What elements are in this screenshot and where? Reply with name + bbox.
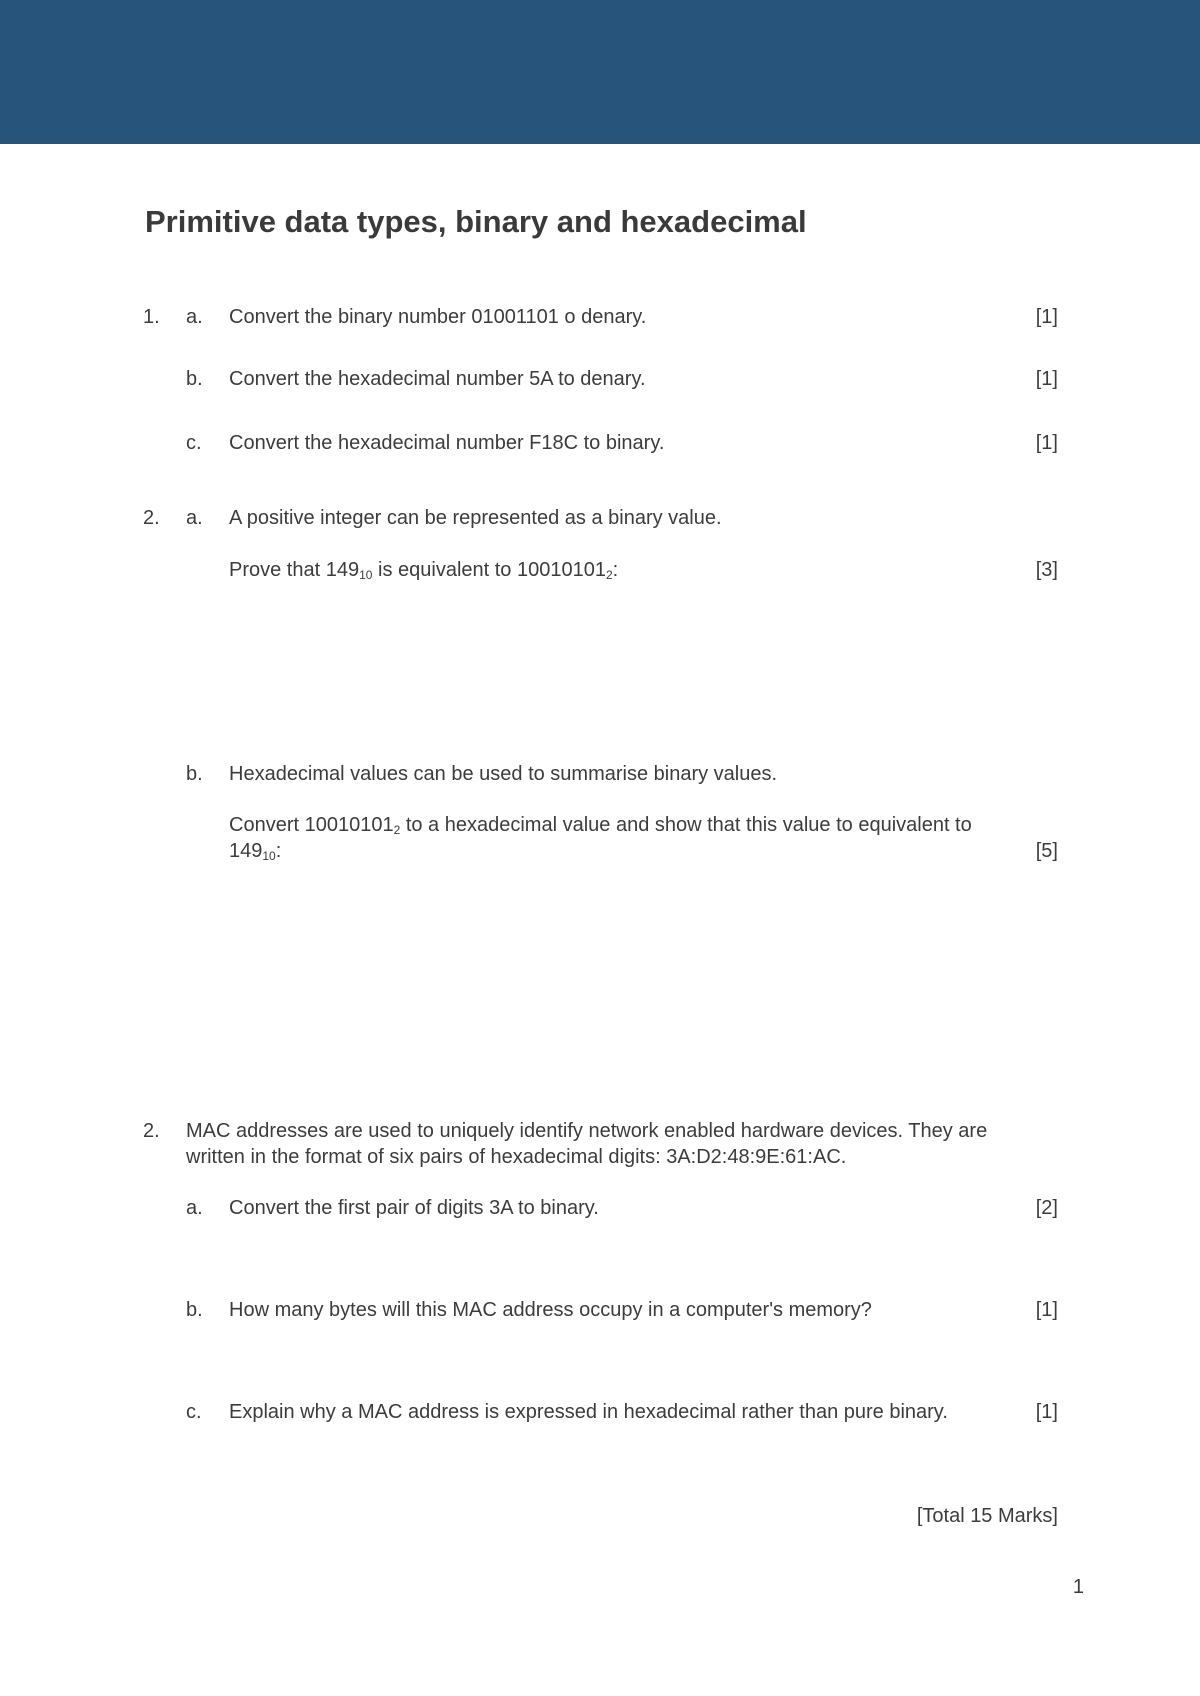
- question-3a-label: a.: [186, 1197, 203, 1219]
- question-1b-label: b.: [186, 368, 203, 390]
- question-2b-convert-line2: $149_{10}$:: [229, 840, 282, 863]
- question-2a-prove-text: Prove that $149_{10}$ is equivalent to $10010101_2$:: [229, 559, 619, 582]
- question-1c-marks: [1]: [1035, 432, 1058, 454]
- question-3a-marks: [2]: [1035, 1197, 1058, 1219]
- question-1b-text: Convert the hexadecimal number 5A to denary.: [229, 368, 646, 390]
- question-2a-label: a.: [186, 507, 203, 529]
- question-2-number: 2.: [143, 507, 160, 529]
- question-2b-marks: [5]: [1035, 840, 1058, 862]
- question-3-stem-line2: written in the format of six pairs of hexadecimal digits: 3A:D2:48:9E:61:AC.: [186, 1146, 847, 1168]
- question-3c-label: c.: [186, 1401, 202, 1423]
- question-1-number: 1.: [143, 306, 160, 328]
- total-marks: [Total 15 Marks]: [916, 1505, 1058, 1527]
- question-3b-text: How many bytes will this MAC address occupy in a computer's memory?: [229, 1299, 872, 1321]
- question-1a-label: a.: [186, 306, 203, 328]
- question-3a-text: Convert the first pair of digits 3A to binary.: [229, 1197, 599, 1219]
- question-2a-intro: A positive integer can be represented as a binary value.: [229, 507, 722, 529]
- page-title: Primitive data types, binary and hexadecimal: [145, 204, 807, 239]
- header-band: [0, 0, 1200, 144]
- question-1c-text: Convert the hexadecimal number F18C to binary.: [229, 432, 665, 454]
- question-2a-marks: [3]: [1035, 559, 1058, 581]
- question-3b-marks: [1]: [1035, 1299, 1058, 1321]
- question-2b-intro: Hexadecimal values can be used to summarise binary values.: [229, 763, 778, 785]
- question-1b-marks: [1]: [1035, 368, 1058, 390]
- question-3b-label: b.: [186, 1299, 203, 1321]
- question-1c-label: c.: [186, 432, 202, 454]
- question-3c-text: Explain why a MAC address is expressed in hexadecimal rather than pure binary.: [229, 1401, 948, 1423]
- question-1a-marks: [1]: [1035, 306, 1058, 328]
- question-2b-label: b.: [186, 763, 203, 785]
- question-2b-convert-line1: Convert $10010101_2$ to a hexadecimal value and show that this value to equivalent to: [229, 814, 972, 837]
- question-1a-text: Convert the binary number 01001101 o denary.: [229, 306, 647, 328]
- question-3-stem-line1: MAC addresses are used to uniquely identify network enabled hardware devices. They are: [186, 1120, 988, 1142]
- question-3-number: 2.: [143, 1120, 160, 1142]
- question-3c-marks: [1]: [1035, 1401, 1058, 1423]
- page-number: 1: [1072, 1576, 1084, 1598]
